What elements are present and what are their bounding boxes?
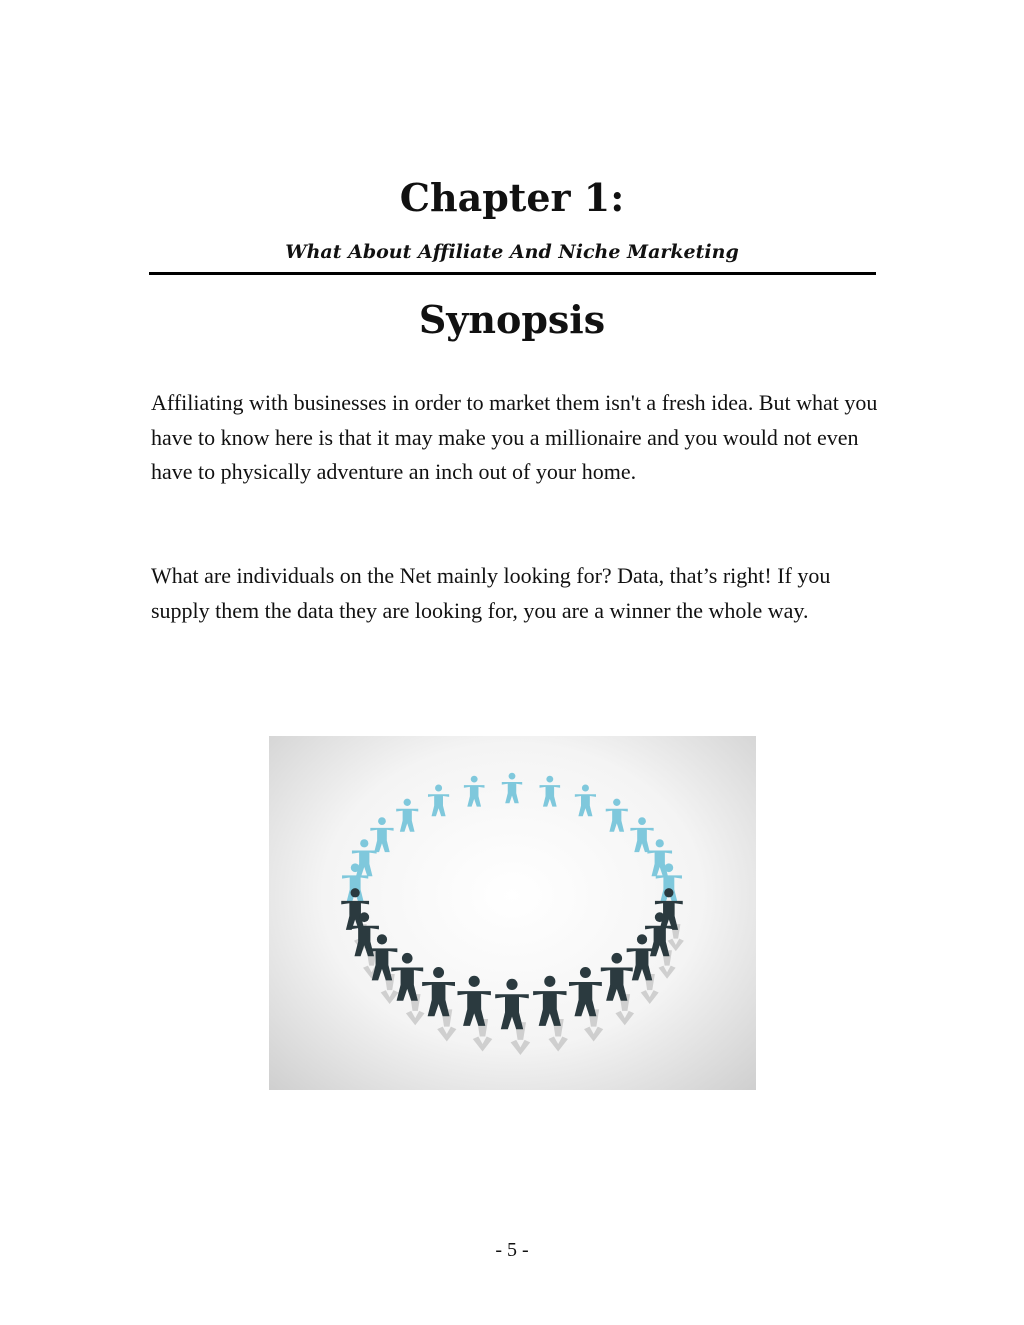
paper-person-icon bbox=[396, 799, 418, 832]
title-divider bbox=[149, 272, 876, 275]
paper-person-icon bbox=[630, 817, 653, 852]
chapter-title: Chapter 1: bbox=[399, 175, 625, 220]
paper-person-icon bbox=[502, 773, 522, 804]
paper-person-icon bbox=[540, 776, 561, 807]
paper-person-icon bbox=[422, 967, 456, 1041]
paper-person-icon bbox=[575, 785, 596, 817]
paper-person-icon bbox=[391, 953, 424, 1025]
paper-person-icon bbox=[601, 953, 634, 1025]
paper-person-icon bbox=[370, 817, 393, 852]
chapter-subtitle: What About Affiliate And Niche Marketing bbox=[285, 241, 739, 263]
people-circle-illustration bbox=[269, 736, 756, 1090]
paragraph-2: What are individuals on the Net mainly looking for? Data, that’s right! If you supply them the data they are looking for, you are a winner the whole way. bbox=[151, 563, 831, 623]
paper-person-icon bbox=[606, 799, 628, 832]
paper-person-icon bbox=[457, 976, 492, 1052]
paragraph-1: Affiliating with businesses in order to market them isn't a fresh idea. But what you have to know here is that it may make you a millionaire and you would not even have to physically adventure an inch out of your home. bbox=[151, 390, 878, 484]
paper-person-icon bbox=[533, 976, 568, 1052]
section-title: Synopsis bbox=[418, 297, 606, 342]
paper-person-icon bbox=[428, 785, 449, 817]
people-circle-drawing bbox=[269, 736, 756, 1090]
paper-person-icon bbox=[495, 979, 530, 1055]
paper-person-icon bbox=[464, 776, 485, 807]
page-number: - 5 - bbox=[495, 1239, 529, 1261]
paper-person-icon bbox=[569, 967, 603, 1041]
